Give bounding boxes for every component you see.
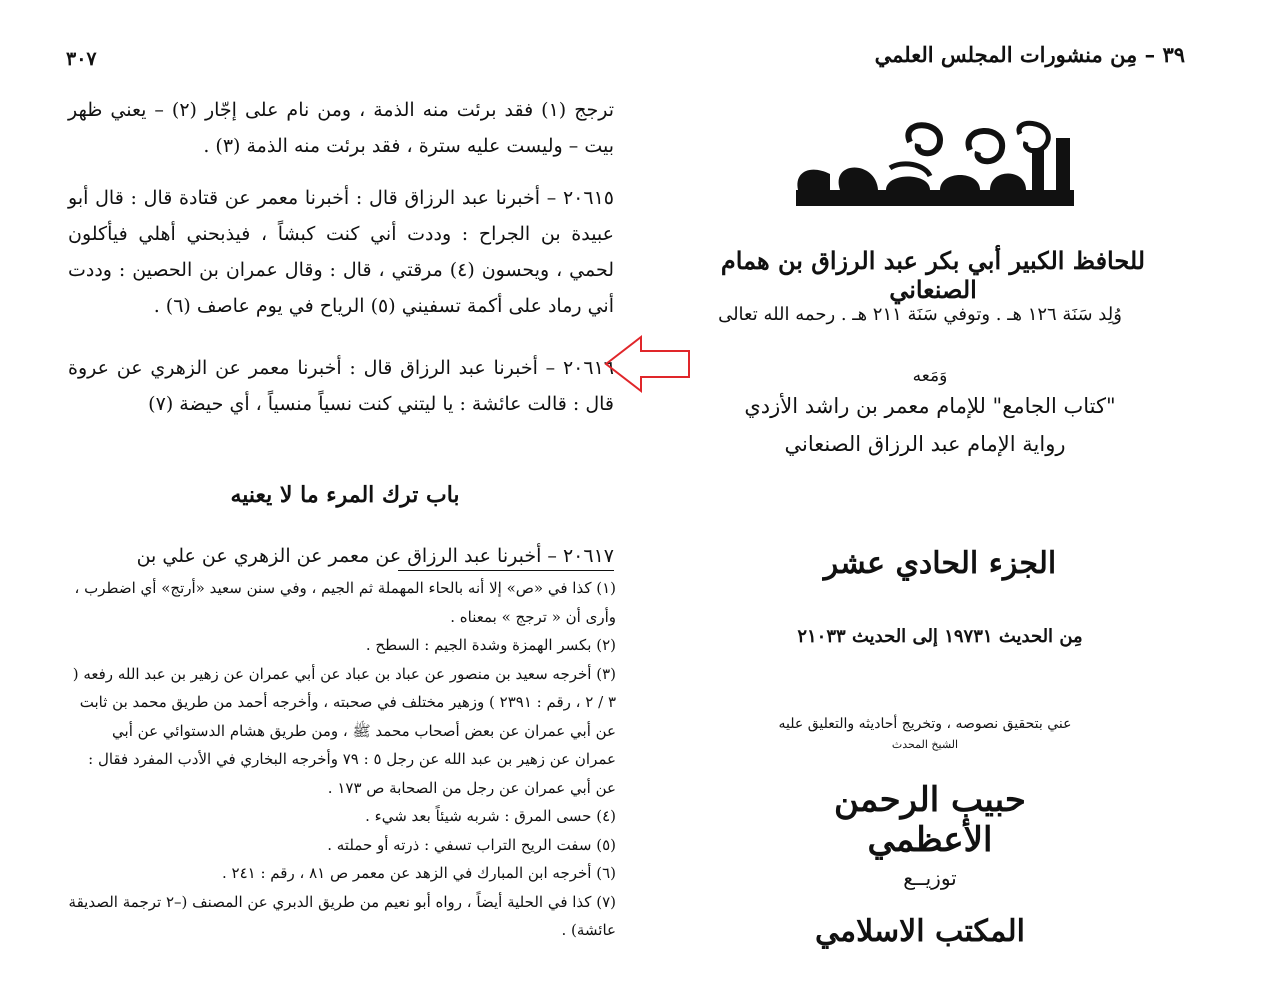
page-number-left: ٣٠٧: [66, 48, 97, 70]
hadith-20615: ٢٠٦١٥ – أخبرنا عبد الرزاق قال : أخبرنا معمر عن قتادة قال : قال أبو عبيدة بن الجراح : وددت أني كنت كبشاً ، فيذبحني أهلي فيأكلون لحمي ، ويحسون (٤) مرقتي ، قال : وقال عمران بن الحصين : وددت أني رماد على أكمة تسفيني (٥) الرياح في يوم عاصف (٦) .: [68, 187, 614, 317]
hadith-20617: ٢٠٦١٧ – أخبرنا عبد الرزاق عن معمر عن الزهري عن علي بن: [136, 545, 614, 567]
footnote-2: (٢) بكسر الهمزة وشدة الجيم : السطح .: [365, 636, 616, 654]
author-line: للحافظ الكبير أبي بكر عبد الرزاق بن همام الصنعاني: [720, 246, 1146, 304]
editor-name: حبيب الرحمن الأعظمي: [834, 780, 1026, 860]
footnote-3: (٣) أخرجه سعيد بن منصور عن عباد بن عباد عن أبي عمران عن زهير بن عبد الله رفعه ( ٣ / ٢ ، رقم : ٢٣٩١ ) وزهير مختلف في صحبته ، وأخرجه أحمد من طريق محمد بن ثابت عن أبي عمران عن بعض أصحاب محمد ﷺ ، ومن طريق هشام الدستوائي عن أبي عمران عن زهير بن عبد الله عن رجل ٥ : ٧٩ وأخرجه البخاري في الأدب المفرد فقال : عن أبي عمران عن رجل من الصحابة ص ١٧٣ .: [72, 664, 616, 797]
footnote-4: (٤) حسى المرق : شربه شيئاً بعد شيء .: [365, 807, 616, 825]
born-died-line: وُلِد سَنَة ١٢٦ هـ . وتوفي سَنَة ٢١١ هـ . رحمه الله تعالى: [718, 304, 1122, 325]
series-header: ٣٩ – مِن منشورات المجلس العلمي: [874, 42, 1185, 67]
companion-book-title: "كتاب الجامع" للإمام معمر بن راشد الأزدي: [744, 394, 1116, 418]
with-it-label: وَمَعه: [912, 366, 948, 386]
book-title-calligraphy: [790, 120, 1080, 220]
footnote-separator: [398, 570, 614, 571]
footnotes: [68, 574, 616, 945]
narration-line: رواية الإمام عبد الرزاق الصنعاني: [784, 432, 1066, 456]
hadith-20616: ٢٠٦١٦ – أخبرنا عبد الرزاق قال : أخبرنا معمر عن الزهري عن عروة قال : قالت عائشة : يا ليتني كنت نسياً منسياً ، أي حيضة (٧): [68, 357, 614, 415]
hadith-range: مِن الحديث ١٩٧٣١ إلى الحديث ٢١٠٣٣: [797, 626, 1083, 647]
editor-title: الشيخ المحدث: [891, 738, 959, 751]
footnote-1: (١) كذا في «ص» إلا أنه بالحاء المهملة ثم الجيم ، وفي سنن سعيد «أرتج» أي اضطرب ، وأرى أن « ترجج » بمعناه .: [74, 579, 616, 626]
distribution-label: توزيــع: [903, 866, 957, 890]
chapter-title: باب ترك المرء ما لا يعنيه: [230, 482, 460, 508]
footnote-5: (٥) سفت الريح التراب تسفي : ذرته أو حملته .: [327, 835, 616, 854]
footnote-7: (٧) كذا في الحلية أيضاً ، رواه أبو نعيم من طريق الدبري عن المصنف (–٢ ترجمة الصديقة عائشة) .: [68, 892, 616, 939]
editor-credit: عني بتحقيق نصوصه ، وتخريج أحاديثه والتعليق عليه: [778, 716, 1072, 732]
publisher-name: المكتب الاسلامي: [815, 914, 1025, 949]
paragraph-1: ترجج (١) فقد برئت منه الذمة ، ومن نام على إجّار (٢) – يعني ظهر بيت – وليست عليه سترة ، فقد برئت منه الذمة (٣) .: [68, 99, 614, 157]
volume-title: الجزء الحادي عشر: [823, 546, 1057, 581]
footnote-6: (٦) أخرجه ابن المبارك في الزهد عن معمر ص ٨١ ، رقم : ٢٤١ .: [221, 864, 616, 882]
